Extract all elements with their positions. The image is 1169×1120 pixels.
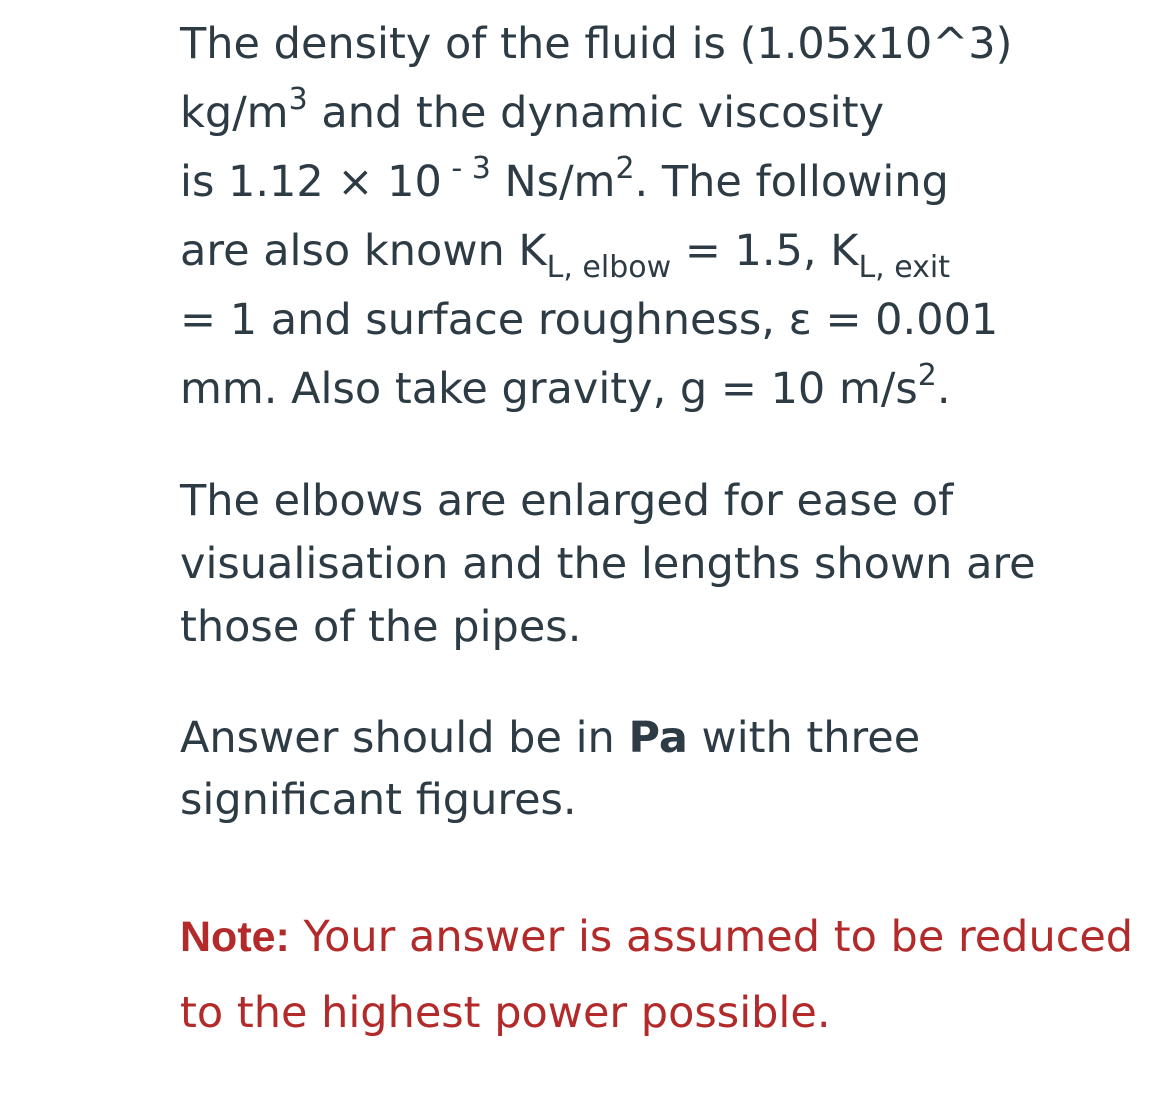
problem-statement xyxy=(180,10,1140,424)
k-exit-subscript: L, exit xyxy=(858,250,951,285)
following-text: . The following xyxy=(634,157,949,207)
density-line-1: The density of the fluid is (1.05x10^3) xyxy=(180,19,1013,69)
answer-post: with three significant figures. xyxy=(180,713,921,825)
k-elbow-value: = 1.5, K xyxy=(671,226,859,276)
note-text: Your answer is assumed to be reduced to the highest power possible. xyxy=(180,912,1134,1038)
viscosity-unit-exponent: 2 xyxy=(615,151,635,186)
gravity-line: mm. Also take gravity, g = 10 m/s xyxy=(180,364,918,414)
question-content xyxy=(180,10,1140,1051)
elbows-note: The elbows are enlarged for ease of visualisation and the lengths shown are those of the pipes. xyxy=(180,476,1036,652)
density-exponent: 3 xyxy=(288,82,308,117)
viscosity-unit: Ns/m xyxy=(490,157,616,207)
answer-instruction xyxy=(180,707,1140,831)
k-elbow-subscript: L, elbow xyxy=(546,250,672,285)
gravity-period: . xyxy=(936,364,951,414)
answer-pre: Answer should be in xyxy=(180,713,629,763)
density-unit: kg/m xyxy=(180,88,289,138)
viscosity-value: is 1.12 × 10 xyxy=(180,157,442,207)
roughness-line: = 1 and surface roughness, ε = 0.001 xyxy=(180,295,999,345)
note-label: Note: xyxy=(180,913,290,961)
gravity-exponent: 2 xyxy=(917,358,937,393)
viscosity-intro: and the dynamic viscosity xyxy=(307,88,885,138)
known-intro: are also known K xyxy=(180,226,547,276)
viscosity-exponent: - 3 xyxy=(441,151,491,186)
answer-unit: Pa xyxy=(628,713,688,763)
note-block xyxy=(180,899,1140,1051)
